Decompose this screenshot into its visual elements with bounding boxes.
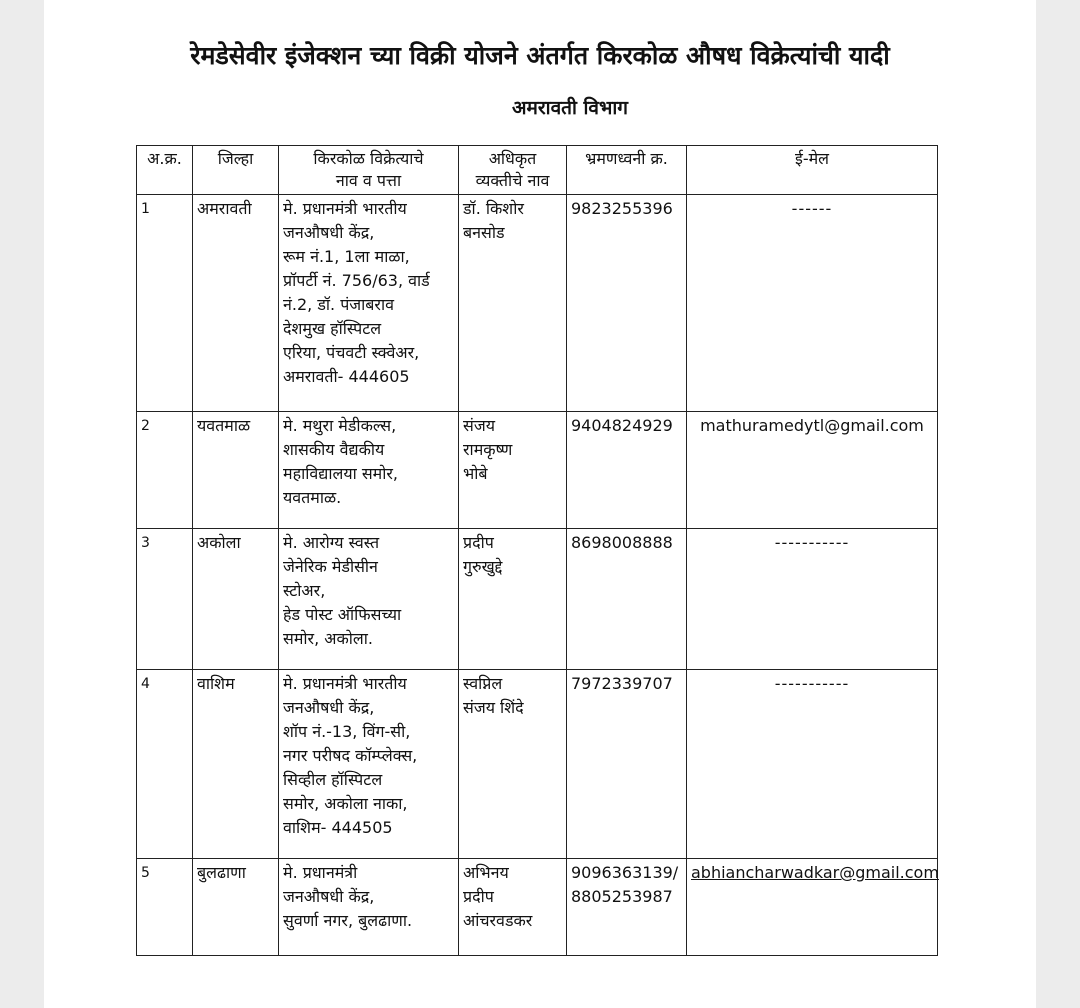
cell-email	[687, 195, 938, 412]
email-placeholder: -----------	[774, 533, 850, 552]
cell-address: मे. मथुरा मेडीकल्स, शासकीय वैद्यकीय महाविद्यालया समोर, यवतमाळ.	[279, 412, 459, 529]
header-sr: अ.क्र.	[137, 146, 193, 195]
cell-sr: 1	[137, 195, 193, 412]
cell-district: अकोला	[193, 529, 279, 670]
cell-phone: 9823255396	[567, 195, 687, 412]
cell-district: बुलढाणा	[193, 859, 279, 956]
cell-address: मे. प्रधानमंत्री भारतीय जनऔषधी केंद्र, रूम नं.1, 1ला माळा, प्रॉपर्टी नं. 756/63, वार्ड नं.2, डॉ. पंजाबराव देशमुख हॉस्पिटल एरिया, पंचवटी स्क्वेअर, अमरावती- 444605	[279, 195, 459, 412]
header-district: जिल्हा	[193, 146, 279, 195]
cell-email	[687, 859, 938, 956]
email-placeholder: ------	[791, 199, 833, 218]
cell-phone: 7972339707	[567, 670, 687, 859]
email-link[interactable]: abhiancharwadkar@gmail.com	[691, 863, 939, 882]
table-row	[137, 412, 938, 529]
cell-person: स्वप्निल संजय शिंदे	[459, 670, 567, 859]
cell-address: मे. प्रधानमंत्री जनऔषधी केंद्र, सुवर्णा नगर, बुलढाणा.	[279, 859, 459, 956]
document-title: रेमडेसेवीर इंजेक्शन च्या विक्री योजने अंतर्गत किरकोळ औषध विक्रेत्यांची यादी	[190, 41, 890, 70]
header-person: अधिकृत व्यक्तीचे नाव	[459, 146, 567, 195]
cell-sr: 2	[137, 412, 193, 529]
cell-person: संजय रामकृष्ण भोबे	[459, 412, 567, 529]
table-row	[137, 859, 938, 956]
cell-district: वाशिम	[193, 670, 279, 859]
cell-sr: 4	[137, 670, 193, 859]
table-row	[137, 195, 938, 412]
cell-sr: 5	[137, 859, 193, 956]
table-row	[137, 670, 938, 859]
email-text: mathuramedytl@gmail.com	[700, 416, 924, 435]
cell-phone: 9404824929	[567, 412, 687, 529]
cell-district: यवतमाळ	[193, 412, 279, 529]
cell-address: मे. आरोग्य स्वस्त जेनेरिक मेडीसीन स्टोअर, हेड पोस्ट ऑफिसच्या समोर, अकोला.	[279, 529, 459, 670]
email-placeholder: -----------	[774, 674, 850, 693]
cell-email	[687, 670, 938, 859]
table-row	[137, 529, 938, 670]
cell-person: अभिनय प्रदीप आंचरवडकर	[459, 859, 567, 956]
cell-district: अमरावती	[193, 195, 279, 412]
retailer-table	[136, 145, 938, 956]
cell-person: डॉ. किशोर बनसोड	[459, 195, 567, 412]
table-header-row	[137, 146, 938, 195]
header-phone: भ्रमणध्वनी क्र.	[567, 146, 687, 195]
cell-email	[687, 412, 938, 529]
cell-sr: 3	[137, 529, 193, 670]
header-email: ई-मेल	[687, 146, 938, 195]
division-heading: अमरावती विभाग	[512, 97, 628, 119]
cell-email	[687, 529, 938, 670]
header-retailer: किरकोळ विक्रेत्याचे नाव व पत्ता	[279, 146, 459, 195]
cell-address: मे. प्रधानमंत्री भारतीय जनऔषधी केंद्र, शॉप नं.-13, विंग-सी, नगर परीषद कॉम्प्लेक्स, सिव्हील हॉस्पिटल समोर, अकोला नाका, वाशिम- 444505	[279, 670, 459, 859]
cell-person: प्रदीप गुरुखुद्दे	[459, 529, 567, 670]
cell-phone: 9096363139/ 8805253987	[567, 859, 687, 956]
cell-phone: 8698008888	[567, 529, 687, 670]
